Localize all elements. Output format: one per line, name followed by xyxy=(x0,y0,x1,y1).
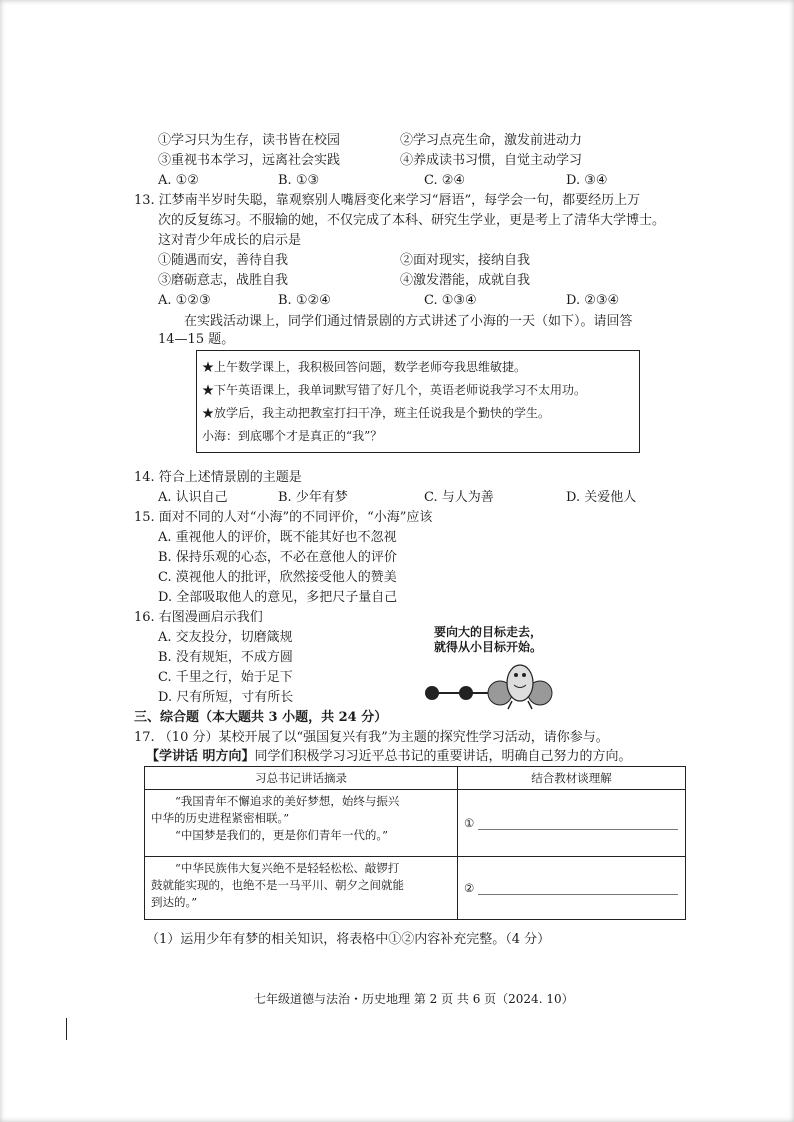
q17-sub xyxy=(146,749,632,765)
q17-task-1: （1）运用少年有梦的相关知识，将表格中①②内容补充完整。（4 分） xyxy=(146,932,551,947)
q12-choice-a: A. ①② xyxy=(158,173,199,188)
q12-choice-d: D. ③④ xyxy=(566,173,608,188)
q13-choice-b: B. ①②④ xyxy=(278,293,331,308)
q14-stem: 14. 符合上述情景剧的主题是 xyxy=(134,470,302,485)
quote-cell-1 xyxy=(145,790,458,857)
answer-cell-1[interactable] xyxy=(458,790,686,857)
cartoon-caption-2: 就得从小目标开始。 xyxy=(434,640,543,654)
scenario-intro-line2: 14—15 题。 xyxy=(158,332,235,347)
q13-choice-d: D. ②③④ xyxy=(566,293,620,308)
q15-choice-b: B. 保持乐观的心态，不必在意他人的评价 xyxy=(158,550,397,565)
quote-2-line-b: 鼓就能实现的，也绝不是一马平川、朝夕之间就能 xyxy=(151,878,404,892)
cartoon-caption-1: 要向大的目标走去， xyxy=(434,625,543,639)
q16-stem: 16. 右图漫画启示我们 xyxy=(134,610,263,625)
scenario-line-3: ★放学后，我主动把教室打扫干净，班主任说我是个勤快的学生。 xyxy=(202,406,551,420)
q12-option-4: ④养成读书习惯，自觉主动学习 xyxy=(400,153,583,168)
q17-sub-text: 同学们积极学习习近平总书记的重要讲话，明确自己努力的方向。 xyxy=(254,749,632,764)
quote-cell-2 xyxy=(145,857,458,920)
q12-option-3: ③重视书本学习，远离社会实践 xyxy=(158,153,341,168)
answer-2-blank[interactable] xyxy=(478,882,678,895)
q13-option-2: ②面对现实，接纳自我 xyxy=(400,253,531,268)
q14-choice-c: C. 与人为善 xyxy=(424,490,494,505)
q13-stem-line2: 次的反复练习。不服输的她，不仅完成了本科、研究生学业，更是考上了清华大学博士。 xyxy=(158,213,666,228)
q12-option-2: ②学习点亮生命，激发前进动力 xyxy=(400,133,583,148)
quote-1-line-a: “我国青年不懈追求的美好梦想，始终与振兴 xyxy=(175,794,400,808)
q13-option-3: ③磨砺意志，战胜自我 xyxy=(158,273,289,288)
q14-choice-a: A. 认识自己 xyxy=(158,490,228,505)
margin-mark xyxy=(66,1018,67,1040)
answer-1-blank[interactable] xyxy=(478,817,678,830)
q12-choice-b: B. ①③ xyxy=(278,173,320,188)
table-header-row xyxy=(145,767,686,790)
table-header-understanding: 结合教材谈理解 xyxy=(458,767,686,790)
q16-choice-d: D. 尺有所短，寸有所长 xyxy=(158,690,294,705)
scenario-line-2: ★下午英语课上，我单词默写错了好几个，英语老师说我学习不太用功。 xyxy=(202,383,587,397)
q13-choice-a: A. ①②③ xyxy=(158,293,211,308)
scenario-line-4: 小海：到底哪个才是真正的“我”？ xyxy=(202,429,383,443)
q13-option-4: ④激发潜能，成就自我 xyxy=(400,273,531,288)
answer-2-marker: ② xyxy=(464,881,475,895)
table-row xyxy=(145,790,686,857)
q16-choice-a: A. 交友投分，切磨箴规 xyxy=(158,630,293,645)
table-row xyxy=(145,857,686,920)
table-header-quotes: 习总书记讲话摘录 xyxy=(145,767,458,790)
scenario-line-1: ★上午数学课上，我积极回答问题，数学老师夸我思维敏捷。 xyxy=(202,360,527,374)
answer-cell-2[interactable] xyxy=(458,857,686,920)
quote-1-line-b: 中华的历史进程紧密相联。” xyxy=(151,811,290,825)
q16-choice-c: C. 千里之行，始于足下 xyxy=(158,670,293,685)
q15-choice-c: C. 漠视他人的批评，欣然接受他人的赞美 xyxy=(158,570,397,585)
section3-title: 三、综合题（本大题共 3 小题，共 24 分） xyxy=(134,710,388,725)
answer-1-marker: ① xyxy=(464,816,475,830)
q15-stem: 15. 面对不同的人对“小海”的不同评价，“小海”应该 xyxy=(134,510,433,525)
q14-choice-d: D. 关爱他人 xyxy=(566,490,637,505)
quote-1-line-c: “中国梦是我们的，更是你们青年一代的。” xyxy=(175,828,389,842)
q15-choice-a: A. 重视他人的评价，既不能其好也不忽视 xyxy=(158,530,397,545)
q17-stem: 17. （10 分）某校开展了以“强国复兴有我”为主题的探究性学习活动，请你参与。 xyxy=(134,730,609,745)
q15-choice-d: D. 全部吸取他人的意见，多把尺子量自己 xyxy=(158,590,398,605)
q12-option-1: ①学习只为生存，读书皆在校园 xyxy=(158,133,341,148)
page-footer: 七年级道德与法治・历史地理 第 2 页 共 6 页（2024. 10） xyxy=(254,992,574,1006)
q13-choice-c: C. ①③④ xyxy=(424,293,477,308)
speech-table xyxy=(144,766,686,920)
scenario-intro-line1: 在实践活动课上，同学们通过情景剧的方式讲述了小海的一天（如下）。请回答 xyxy=(184,314,633,329)
q12-choice-c: C. ②④ xyxy=(424,173,466,188)
quote-2-line-a: “中华民族伟大复兴绝不是轻轻松松、敲锣打 xyxy=(175,861,400,875)
q14-choice-b: B. 少年有梦 xyxy=(278,490,348,505)
cartoon-barbell-illustration xyxy=(418,655,558,711)
q13-stem-line3: 这对青少年成长的启示是 xyxy=(158,233,302,248)
q17-sub-title: 【学讲话 明方向】 xyxy=(146,749,255,764)
quote-2-line-c: 到达的。” xyxy=(151,895,198,909)
q16-choice-b: B. 没有规矩，不成方圆 xyxy=(158,650,293,665)
q13-option-1: ①随遇而安，善待自我 xyxy=(158,253,289,268)
q13-stem-line1: 13. 江梦南半岁时失聪，靠观察别人嘴唇变化来学习“唇语”，每学会一句，都要经历上万 xyxy=(134,193,641,208)
